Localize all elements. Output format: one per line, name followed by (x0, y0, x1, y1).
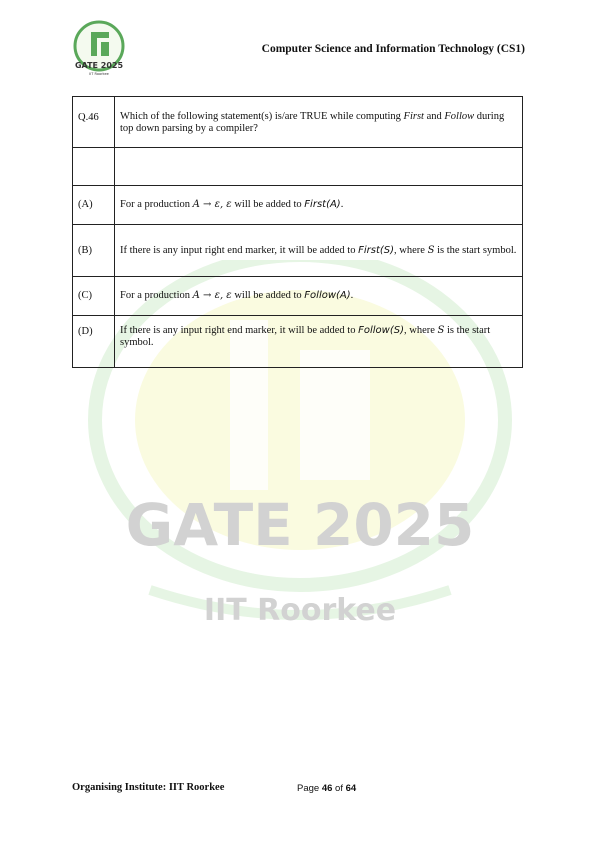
question-number: Q.46 (73, 97, 115, 148)
footer-institute: Organising Institute: IIT Roorkee (72, 782, 225, 793)
option-label: (C) (73, 277, 115, 316)
question-table (72, 96, 523, 368)
option-text: If there is any input right end marker, it will be added to First(S), where S is the start symbol. (115, 225, 523, 277)
option-label: (B) (73, 225, 115, 277)
logo-text: GATE 2025 (74, 61, 124, 70)
header-title: Computer Science and Information Technology (CS1) (261, 43, 525, 55)
logo-subtext: IIT Roorkee (89, 72, 109, 76)
option-row-a (73, 186, 523, 225)
option-row-d (73, 316, 523, 368)
gate-logo (68, 20, 130, 78)
question-text: Which of the following statement(s) is/are TRUE while computing First and Follow during top down parsing by a compiler? (115, 97, 523, 148)
page-number: Page 46 of 64 (297, 783, 357, 794)
question-row (73, 97, 523, 148)
option-text: If there is any input right end marker, it will be added to Follow(S), where S is the start symbol. (115, 316, 523, 368)
option-text: For a production A → ε, ε will be added to Follow(A). (115, 277, 523, 316)
blank-row (73, 148, 523, 186)
watermark-title: GATE 2025 (125, 491, 475, 559)
option-label: (D) (73, 316, 115, 368)
option-row-b (73, 225, 523, 277)
option-text: For a production A → ε, ε will be added to First(A). (115, 186, 523, 225)
option-label: (A) (73, 186, 115, 225)
watermark-subtitle: IIT Roorkee (203, 593, 397, 628)
option-row-c (73, 277, 523, 316)
